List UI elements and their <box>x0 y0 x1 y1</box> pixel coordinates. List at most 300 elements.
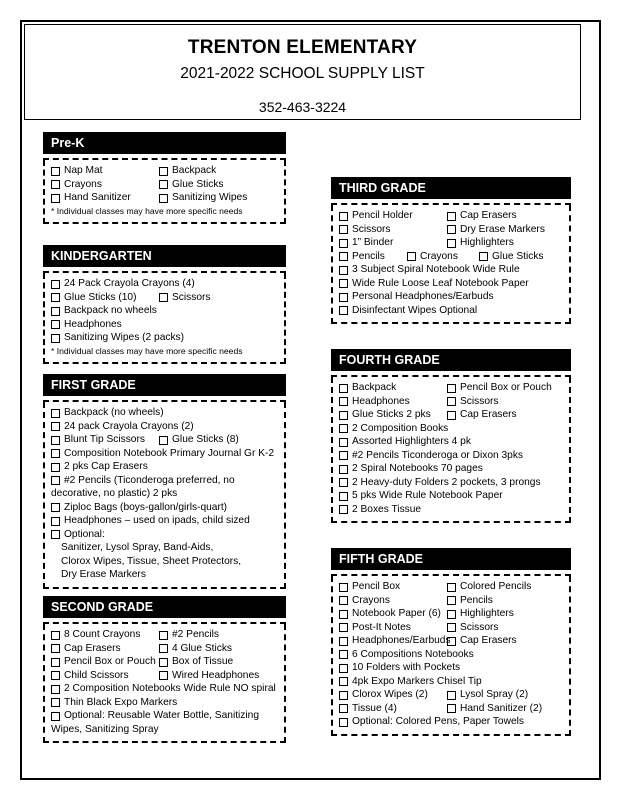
checklist-item <box>51 331 184 345</box>
checkbox-icon[interactable] <box>339 266 348 275</box>
checkbox-icon[interactable] <box>51 334 60 343</box>
checkbox-icon[interactable] <box>447 583 456 592</box>
checklist-row <box>339 661 569 675</box>
checkbox-icon[interactable] <box>159 180 168 189</box>
checkbox-icon[interactable] <box>339 252 348 261</box>
checklist-item <box>339 408 447 422</box>
checklist-item <box>339 503 421 517</box>
checkbox-icon[interactable] <box>339 225 348 234</box>
checkbox-icon[interactable] <box>51 409 60 418</box>
checklist-item <box>339 435 471 449</box>
item-label: Wired Headphones <box>172 669 260 681</box>
checkbox-icon[interactable] <box>447 691 456 700</box>
checklist-item <box>339 422 448 436</box>
checklist-item <box>51 191 159 205</box>
section-fifth-grade <box>331 548 571 736</box>
item-label: Cap Erasers <box>460 635 517 646</box>
checklist-row <box>339 715 569 729</box>
checklist-item <box>339 395 447 409</box>
item-label: Scissors <box>460 395 499 407</box>
checklist-row <box>339 223 569 237</box>
item-label: #2 Pencils (Ticonderoga preferred, no <box>64 474 235 486</box>
checkbox-icon[interactable] <box>51 517 60 526</box>
checklist-item <box>51 682 276 696</box>
checklist-row <box>51 433 284 447</box>
item-label: Sanitizing Wipes <box>172 192 248 203</box>
checkbox-icon[interactable] <box>51 658 60 667</box>
checkbox-icon[interactable] <box>447 411 456 420</box>
section-note: * Individual classes may have more specific needs <box>51 345 243 356</box>
checkbox-icon[interactable] <box>339 704 348 713</box>
checklist-item <box>159 191 247 205</box>
checklist-row <box>339 263 569 277</box>
item-label: Nap Mat <box>64 165 103 176</box>
checkbox-icon[interactable] <box>447 623 456 632</box>
section-box <box>43 273 286 364</box>
item-label: Backpack (no wheels) <box>64 407 164 418</box>
item-label: Clorox Wipes (2) <box>352 689 428 700</box>
checklist-item <box>447 408 517 422</box>
item-label: Optional: Reusable Water Bottle, Sanitizing <box>64 710 259 721</box>
section-second-grade <box>43 596 286 743</box>
checklist-item <box>447 580 531 594</box>
checklist-item <box>447 634 517 648</box>
optional-item-line: Dry Erase Markers <box>61 569 146 580</box>
item-label: Pencil Box or Pouch <box>64 656 156 667</box>
checklist-item <box>51 433 159 447</box>
item-label: Colored Pencils <box>460 581 532 592</box>
checklist-row <box>339 209 569 223</box>
item-label: Optional: Colored Pens, Paper Towels <box>352 716 524 727</box>
checklist-item <box>51 501 227 515</box>
checkbox-icon[interactable] <box>51 280 60 289</box>
checkbox-icon[interactable] <box>51 671 60 680</box>
item-label: Highlighters <box>460 608 514 619</box>
checklist-row <box>339 621 569 635</box>
item-label: Optional: <box>64 528 105 540</box>
checklist-item <box>339 476 541 490</box>
item-label: 6 Compositions Notebooks <box>352 648 474 660</box>
item-label: #2 Pencils Ticonderoga or Dixon 3pks <box>352 449 524 461</box>
checkbox-icon[interactable] <box>339 451 348 460</box>
checklist-row <box>339 580 569 594</box>
checklist-item <box>51 528 105 542</box>
item-label: Lysol Spray (2) <box>460 689 529 700</box>
checklist-item <box>339 462 483 476</box>
item-continuation: Wipes, Sanitizing Spray <box>51 723 159 735</box>
item-label: Blunt Tip Scissors <box>64 434 145 445</box>
checklist-row <box>51 474 284 488</box>
section-title: THIRD GRADE <box>331 177 571 199</box>
checklist-item <box>51 447 274 461</box>
checklist-item <box>51 406 164 420</box>
checklist-row <box>339 462 569 476</box>
checkbox-icon[interactable] <box>51 530 60 539</box>
checklist-row <box>51 164 284 178</box>
checklist-row <box>339 634 569 648</box>
item-label: Ziploc Bags (boys-gallon/girls-quart) <box>64 501 228 513</box>
checklist-row <box>51 331 284 345</box>
checkbox-icon[interactable] <box>339 610 348 619</box>
checklist-row <box>339 290 569 304</box>
section-box <box>331 377 571 523</box>
item-label: Disinfectant Wipes Optional <box>352 304 478 316</box>
checklist-row <box>339 675 569 689</box>
checklist-row <box>51 304 284 318</box>
checklist-item <box>51 669 159 683</box>
item-label: Glue Sticks <box>492 250 544 262</box>
checkbox-icon[interactable] <box>159 658 168 667</box>
checklist-item <box>447 594 493 608</box>
checkbox-icon[interactable] <box>339 293 348 302</box>
checklist-item <box>339 621 447 635</box>
checklist-item <box>51 474 235 488</box>
checkbox-icon[interactable] <box>51 293 60 302</box>
checkbox-icon[interactable] <box>51 644 60 653</box>
checklist-row <box>51 406 284 420</box>
item-label: Composition Notebook Primary Journal Gr K-2 <box>64 447 275 459</box>
checklist-item <box>447 607 514 621</box>
section-kindergarten <box>43 245 286 364</box>
optional-item-line: Clorox Wipes, Tissue, Sheet Protectors, <box>61 555 242 567</box>
section-title: KINDERGARTEN <box>43 245 286 267</box>
checkbox-icon[interactable] <box>159 293 168 302</box>
section-fourth-grade <box>331 349 571 523</box>
checklist-row <box>51 669 284 683</box>
checklist-row <box>339 503 569 517</box>
item-label: Pencil Holder <box>352 210 413 221</box>
optional-item-line: Sanitizer, Lysol Spray, Band-Aids, <box>61 542 214 553</box>
section-title: FIFTH GRADE <box>331 548 571 570</box>
item-label: 1” Binder <box>352 237 394 248</box>
item-label: Pencils <box>460 594 493 606</box>
checklist-item <box>159 178 224 192</box>
item-label: Headphones <box>352 395 410 407</box>
checkbox-icon[interactable] <box>339 492 348 501</box>
section-first-grade <box>43 374 286 589</box>
item-label: Headphones <box>64 318 122 330</box>
item-label: Child Scissors <box>64 669 129 681</box>
checkbox-icon[interactable] <box>51 712 60 721</box>
checkbox-icon[interactable] <box>51 698 60 707</box>
item-label: Post-It Notes <box>352 621 411 633</box>
item-label: 2 Boxes Tissue <box>352 503 422 515</box>
item-label: Pencil Box or Pouch <box>460 382 552 393</box>
checkbox-icon[interactable] <box>51 436 60 445</box>
section-title: SECOND GRADE <box>43 596 286 618</box>
checklist-row <box>51 642 284 656</box>
checkbox-icon[interactable] <box>339 650 348 659</box>
item-label: Personal Headphones/Earbuds <box>352 291 494 302</box>
checklist-item <box>479 250 551 264</box>
item-label: Cap Erasers <box>460 409 517 420</box>
checklist-item <box>51 460 148 474</box>
item-label: 24 Pack Crayola Crayons (4) <box>64 278 195 289</box>
checklist-row <box>51 447 284 461</box>
item-label: Assorted Highlighters 4 pk <box>352 436 471 447</box>
checkbox-icon[interactable] <box>447 384 456 393</box>
checklist-row <box>51 501 284 515</box>
checkbox-icon[interactable] <box>51 307 60 316</box>
checkbox-icon[interactable] <box>51 685 60 694</box>
checklist-item <box>51 514 250 528</box>
checkbox-icon[interactable] <box>51 463 60 472</box>
item-label: Glue Sticks (8) <box>172 434 239 445</box>
checklist-item <box>339 263 520 277</box>
section-third-grade <box>331 177 571 324</box>
checklist-item <box>51 642 159 656</box>
checkbox-icon[interactable] <box>339 677 348 686</box>
checklist-row <box>339 236 569 250</box>
checkbox-icon[interactable] <box>407 252 416 261</box>
checklist-item <box>339 715 524 729</box>
checklist-item <box>159 291 211 305</box>
checklist-item <box>339 648 474 662</box>
checkbox-icon[interactable] <box>339 384 348 393</box>
checkbox-icon[interactable] <box>447 397 456 406</box>
checklist-item <box>339 449 523 463</box>
checkbox-icon[interactable] <box>447 596 456 605</box>
checklist-item <box>51 420 194 434</box>
checklist-item <box>339 634 451 648</box>
item-label: Scissors <box>352 223 391 235</box>
checkbox-icon[interactable] <box>339 664 348 673</box>
item-label: Box of Tissue <box>172 656 234 667</box>
checklist-item <box>159 669 259 683</box>
checklist-item <box>51 277 195 291</box>
checklist-row <box>51 178 284 192</box>
checklist-row <box>339 435 569 449</box>
checkbox-icon[interactable] <box>51 320 60 329</box>
item-label: 10 Folders with Pockets <box>352 662 461 673</box>
item-label: 24 pack Crayola Crayons (2) <box>64 420 194 432</box>
item-label: Notebook Paper (6) <box>352 608 441 619</box>
checklist-row <box>51 628 284 642</box>
item-label: 2 Composition Books <box>352 422 449 434</box>
item-label: 5 pks Wide Rule Notebook Paper <box>352 490 503 501</box>
checklist-item <box>447 209 517 223</box>
checklist-item <box>51 628 159 642</box>
checklist-item <box>339 489 503 503</box>
item-label: Glue Sticks <box>172 178 224 190</box>
checklist-item <box>51 291 159 305</box>
checklist-item <box>339 236 447 250</box>
item-label: Highlighters <box>460 237 514 248</box>
item-label: 8 Count Crayons <box>64 629 141 640</box>
checklist-row <box>51 191 284 205</box>
checklist-item <box>339 290 494 304</box>
checklist-row <box>51 460 284 474</box>
item-label: 4 Glue Sticks <box>172 642 233 654</box>
checkbox-icon[interactable] <box>339 691 348 700</box>
section-note: * Individual classes may have more specific needs <box>51 205 243 216</box>
checklist-item <box>159 628 219 642</box>
phone-number: 352-463-3224 <box>258 99 347 115</box>
checkbox-icon[interactable] <box>339 637 348 646</box>
item-label: Glue Sticks 2 pks <box>352 409 431 420</box>
checklist-item <box>339 702 447 716</box>
item-label: Cap Erasers <box>64 642 121 654</box>
checklist-row <box>51 291 284 305</box>
checklist-row <box>339 702 569 716</box>
school-name: TRENTON ELEMENTARY <box>187 37 418 58</box>
checklist-item <box>447 702 542 716</box>
checklist-item <box>447 688 528 702</box>
checkbox-icon[interactable] <box>51 180 60 189</box>
checklist-row <box>51 277 284 291</box>
checkbox-icon[interactable] <box>159 644 168 653</box>
checkbox-icon[interactable] <box>339 596 348 605</box>
item-continuation: decorative, no plastic) 2 pks <box>51 488 178 499</box>
checkbox-icon[interactable] <box>339 505 348 514</box>
item-label: 2 Spiral Notebooks 70 pages <box>352 463 483 474</box>
checklist-item <box>51 318 122 332</box>
checklist-item <box>159 433 239 447</box>
checklist-row <box>339 304 569 318</box>
checklist-row <box>51 420 284 434</box>
checklist-item <box>51 709 259 723</box>
checkbox-icon[interactable] <box>447 610 456 619</box>
item-label: Cap Erasers <box>460 210 517 221</box>
section-box <box>43 624 286 743</box>
checkbox-icon[interactable] <box>339 438 348 447</box>
checklist-row <box>339 277 569 291</box>
checkbox-icon[interactable] <box>447 225 456 234</box>
item-label: Thin Black Expo Markers <box>64 696 178 708</box>
item-label: Sanitizing Wipes (2 packs) <box>64 332 185 343</box>
checkbox-icon[interactable] <box>159 167 168 176</box>
checkbox-icon[interactable] <box>447 239 456 248</box>
checkbox-icon[interactable] <box>447 637 456 646</box>
checklist-row <box>51 514 284 528</box>
checkbox-icon[interactable] <box>51 631 60 640</box>
checklist-item <box>339 277 529 291</box>
checkbox-icon[interactable] <box>339 411 348 420</box>
item-label: Hand Sanitizer <box>64 192 131 203</box>
checklist-row <box>339 688 569 702</box>
item-label: Backpack <box>172 165 217 176</box>
item-label: Dry Erase Markers <box>460 223 545 235</box>
checkbox-icon[interactable] <box>339 583 348 592</box>
checkbox-icon[interactable] <box>339 478 348 487</box>
checklist-item <box>51 304 157 318</box>
checkbox-icon[interactable] <box>339 465 348 474</box>
checklist-row <box>51 709 284 723</box>
section-title: FIRST GRADE <box>43 374 286 396</box>
item-label: Crayons <box>352 594 390 606</box>
item-label: 3 Subject Spiral Notebook Wide Rule <box>352 264 520 275</box>
checklist-row <box>51 528 284 542</box>
item-label: Tissue (4) <box>352 702 397 714</box>
checklist-item <box>51 655 159 669</box>
checkbox-icon[interactable] <box>51 194 60 203</box>
checkbox-icon[interactable] <box>159 631 168 640</box>
checkbox-icon[interactable] <box>159 436 168 445</box>
checklist-row <box>51 655 284 669</box>
checklist-row <box>339 594 569 608</box>
item-label: Headphones – used on ipads, child sized <box>64 515 250 526</box>
checkbox-icon[interactable] <box>51 476 60 485</box>
checklist-item <box>51 178 159 192</box>
checklist-row <box>339 422 569 436</box>
list-title: 2021-2022 SCHOOL SUPPLY LIST <box>180 65 425 82</box>
item-label: 2 Composition Notebooks Wide Rule NO spiral <box>64 683 276 694</box>
checkbox-icon[interactable] <box>51 503 60 512</box>
checklist-row <box>339 449 569 463</box>
checkbox-icon[interactable] <box>51 422 60 431</box>
checklist-item <box>339 209 447 223</box>
checkbox-icon[interactable] <box>159 671 168 680</box>
section-box <box>43 160 286 224</box>
checklist-item <box>447 621 499 635</box>
checklist-row <box>51 318 284 332</box>
checklist-row <box>339 648 569 662</box>
checklist-item <box>339 661 460 675</box>
section-box <box>43 402 286 589</box>
checklist-item <box>447 395 499 409</box>
section-title: FOURTH GRADE <box>331 349 571 371</box>
checkbox-icon[interactable] <box>447 704 456 713</box>
item-label: Pencils <box>352 250 385 262</box>
checklist-item <box>447 381 552 395</box>
checklist-item <box>159 655 233 669</box>
checkbox-icon[interactable] <box>51 167 60 176</box>
checklist-item <box>339 304 477 318</box>
item-label: 2 Heavy-duty Folders 2 pockets, 3 prongs <box>352 476 541 488</box>
checklist-row <box>51 696 284 710</box>
item-label: Headphones/Earbuds <box>352 635 451 646</box>
checklist-item <box>51 164 159 178</box>
checklist-row <box>339 381 569 395</box>
checklist-item <box>339 675 482 689</box>
checkbox-icon[interactable] <box>339 424 348 433</box>
section-title: Pre-K <box>43 132 286 154</box>
checklist-item <box>339 607 447 621</box>
checklist-item <box>159 642 232 656</box>
checkbox-icon[interactable] <box>339 306 348 315</box>
checkbox-icon[interactable] <box>339 239 348 248</box>
section-box <box>331 205 571 324</box>
item-label: Backpack <box>352 382 397 393</box>
checkbox-icon[interactable] <box>159 194 168 203</box>
item-label: Hand Sanitizer (2) <box>460 702 543 714</box>
checkbox-icon[interactable] <box>447 212 456 221</box>
checkbox-icon[interactable] <box>339 212 348 221</box>
checklist-item <box>447 223 545 237</box>
checkbox-icon[interactable] <box>339 279 348 288</box>
item-label: Scissors <box>172 291 211 303</box>
checklist-item <box>339 594 447 608</box>
checklist-item <box>447 236 514 250</box>
checkbox-icon[interactable] <box>339 397 348 406</box>
checkbox-icon[interactable] <box>339 623 348 632</box>
item-label: Crayons <box>420 250 458 262</box>
checklist-item <box>339 250 407 264</box>
checkbox-icon[interactable] <box>339 718 348 727</box>
checklist-row <box>339 489 569 503</box>
item-label: 2 pks Cap Erasers <box>64 461 148 472</box>
checklist-row <box>51 682 284 696</box>
checklist-item <box>339 688 447 702</box>
item-label: Scissors <box>460 621 499 633</box>
checkbox-icon[interactable] <box>479 252 488 261</box>
checklist-item <box>159 164 216 178</box>
section-prek <box>43 132 286 224</box>
item-label: Pencil Box <box>352 581 401 592</box>
checklist-row <box>339 607 569 621</box>
checkbox-icon[interactable] <box>51 449 60 458</box>
checklist-row <box>339 250 569 264</box>
